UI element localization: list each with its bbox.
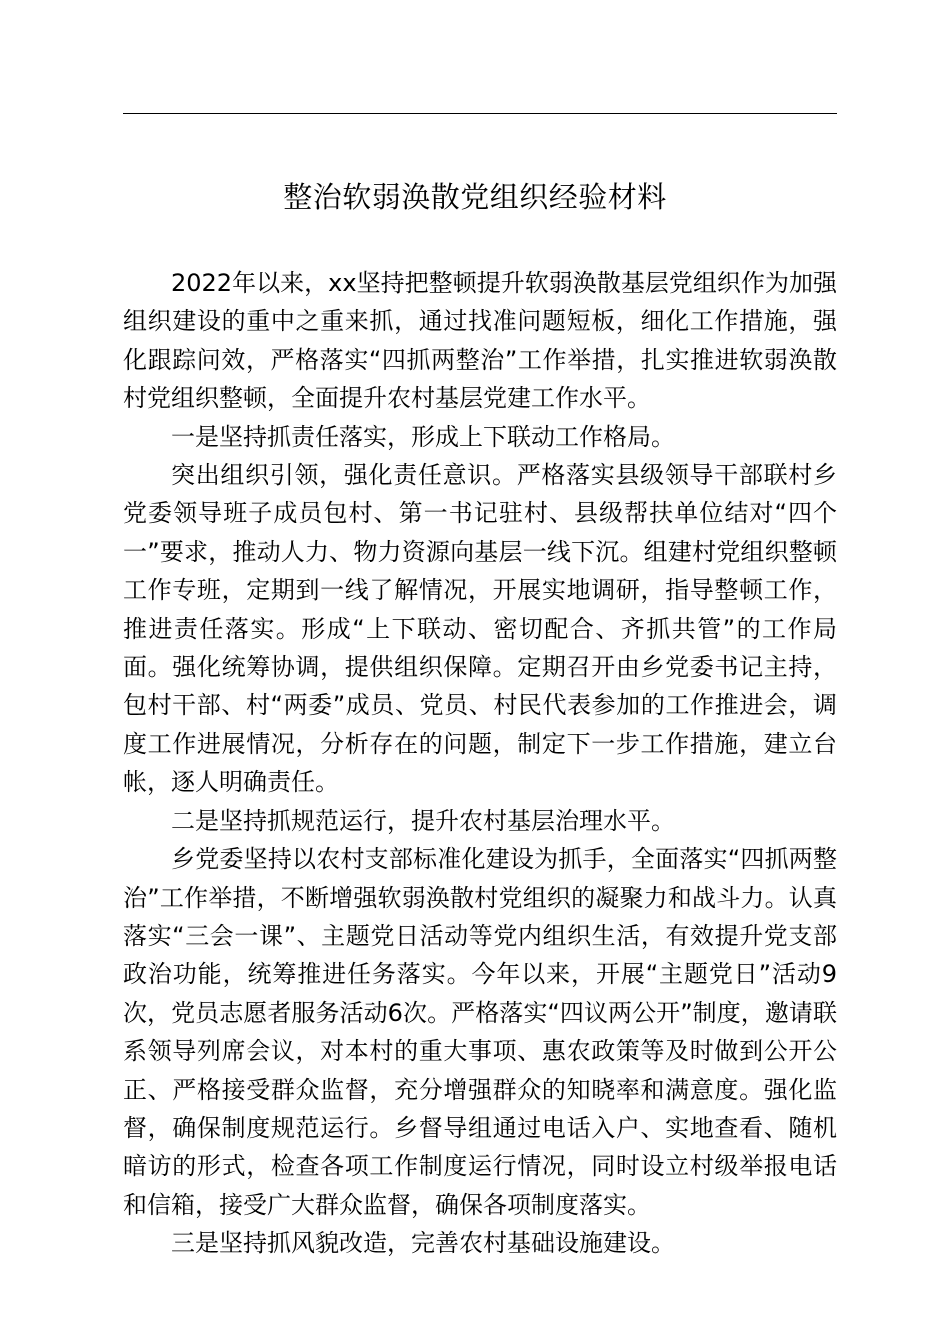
- section-heading-3: 三是坚持抓风貌改造，完善农村基础设施建设。: [171, 1229, 675, 1258]
- document-body: [123, 264, 837, 1263]
- section-heading-2: 二是坚持抓规范运行，提升农村基层治理水平。: [171, 806, 675, 835]
- section-heading-1: 一是坚持抓责任落实，形成上下联动工作格局。: [171, 422, 675, 451]
- document-title: 整治软弱涣散党组织经验材料: [283, 180, 667, 214]
- paragraph-intro: 2022年以来，xx坚持把整顿提升软弱涣散基层党组织作为加强组织建设的重中之重来抓，通过找准问题短板，细化工作措施，强化跟踪问效，严格落实“四抓两整治”工作举措，扎实推进软弱涣散村党组织整顿，全面提升农村基层党建工作水平。: [123, 269, 837, 413]
- header-rule: [123, 113, 837, 114]
- paragraph-section-2: 乡党委坚持以农村支部标准化建设为抓手，全面落实“四抓两整治”工作举措，不断增强软弱涣散村党组织的凝聚力和战斗力。认真落实“三会一课”、主题党日活动等党内组织生活，有效提升党支部政治功能，统筹推进任务落实。今年以来，开展“主题党日”活动9次，党员志愿者服务活动6次。严格落实“四议两公开”制度，邀请联系领导列席会议，对本村的重大事项、惠农政策等及时做到公开公正、严格接受群众监督，充分增强群众的知晓率和满意度。强化监督，确保制度规范运行。乡督导组通过电话入户、实地查看、随机暗访的形式，检查各项工作制度运行情况，同时设立村级举报电话和信箱，接受广大群众监督，确保各项制度落实。: [123, 845, 837, 1219]
- paragraph-section-1: 突出组织引领，强化责任意识。严格落实县级领导干部联村乡党委领导班子成员包村、第一书记驻村、县级帮扶单位结对“四个一”要求，推动人力、物力资源向基层一线下沉。组建村党组织整顿工作专班，定期到一线了解情况，开展实地调研，指导整顿工作，推进责任落实。形成“上下联动、密切配合、齐抓共管”的工作局面。强化统筹协调，提供组织保障。定期召开由乡党委书记主持，包村干部、村“两委”成员、党员、村民代表参加的工作推进会，调度工作进展情况，分析存在的问题，制定下一步工作措施，建立台帐，逐人明确责任。: [123, 461, 837, 797]
